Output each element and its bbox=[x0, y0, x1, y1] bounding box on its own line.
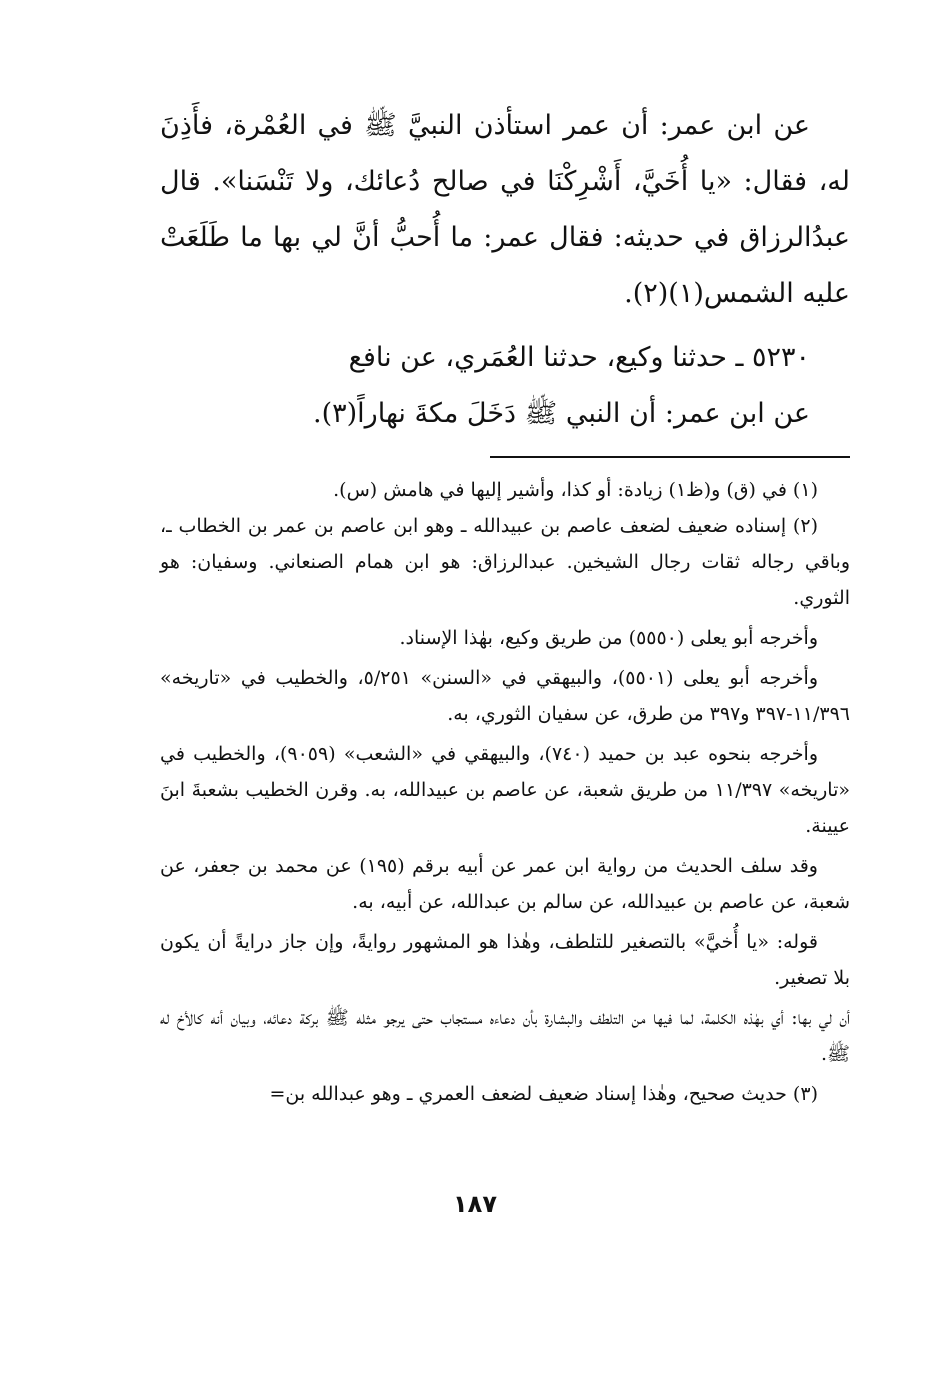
footnote-2: (٢) إسناده ضعيف لضعف عاصم بن عبيدالله ـ وهو ابن عاصم بن عمر بن الخطاب ـ، وباقي رجاله ثقات رجال الشيخين. عبدالرزاق: هو ابن همام الصنعاني. وسفيان: هو الثوري. bbox=[160, 515, 850, 609]
footnote-separator bbox=[490, 456, 850, 458]
hadith-5230-text: عن ابن عمر: أن النبي ﷺ دَخَلَ مكةَ نهاراً(٣). bbox=[313, 398, 810, 429]
footnote-2-takhrij-2: وأخرجه أبو يعلى (٥٥٠١)، والبيهقي في «السنن» ٥/٢٥١، والخطيب في «تاريخه» ١١/٣٩٦-٣٩٧ و٣٩٧ من طرق، عن سفيان الثوري، به. bbox=[160, 667, 850, 725]
footnote-separator-wrap bbox=[160, 456, 850, 458]
footnote-1: (١) في (ق) و(ظ١) زيادة: أو كذا، وأشير إليها في هامش (س). bbox=[333, 479, 818, 501]
footnotes bbox=[160, 472, 850, 1112]
main-text bbox=[160, 98, 850, 442]
footnote-3: (٣) حديث صحيح، وهٰذا إسناد ضعيف لضعف العمري ـ وهو عبدالله بن= bbox=[269, 1083, 818, 1105]
footnote-2-explanation-1: قوله: «يا أُخيَّ» بالتصغير للتلطف، وهٰذا هو المشهور روايةً، وإن جاز درايةً أن يكون بلا تصغير. bbox=[160, 931, 850, 989]
footnote-2-previous: وقد سلف الحديث من رواية ابن عمر عن أبيه برقم (١٩٥) عن محمد بن جعفر، عن شعبة، عن عاصم بن عبيدالله، عن سالم بن عبدالله، عن أبيه، به. bbox=[160, 855, 850, 913]
book-page bbox=[160, 98, 850, 1112]
page-number: ١٨٧ bbox=[453, 1190, 497, 1218]
footnote-2-explanation-2: أن لي بها: أي بهٰذه الكلمة، لما فيها من التلطف والبشارة بأن دعاءه مستجاب حتى يرجو مثله ﷺ بركة دعائه، وبيان أنه كالأخ له ﷺ. bbox=[160, 1007, 850, 1065]
hadith-5229-text: عن ابن عمر: أن عمر استأذن النبيَّ ﷺ في العُمْرة، فأَذِنَ له، فقال: «يا أُخَيَّ، أَشْرِكْنَا في صالح دُعائك، ولا تَنْسَنا». قال عبدُالرزاق في حديثه: فقال عمر: ما أُحبُّ أنَّ لي بها ما طَلَعَتْ عليه الشمس(١)(٢). bbox=[160, 110, 850, 309]
footnote-2-takhrij-3: وأخرجه بنحوه عبد بن حميد (٧٤٠)، والبيهقي في «الشعب» (٩٠٥٩)، والخطيب في «تاريخه» ١١/٣٩٧ من طريق شعبة، عن عاصم بن عبيدالله، به. وقرن الخطيب بشعبةَ ابنَ عيينة. bbox=[160, 743, 850, 837]
hadith-5230-isnad: ٥٢٣٠ ـ حدثنا وكيع، حدثنا العُمَري، عن نافع bbox=[348, 342, 810, 373]
footnote-2-takhrij-1: وأخرجه أبو يعلى (٥٥٥٠) من طريق وكيع، بهٰذا الإسناد. bbox=[399, 627, 818, 649]
